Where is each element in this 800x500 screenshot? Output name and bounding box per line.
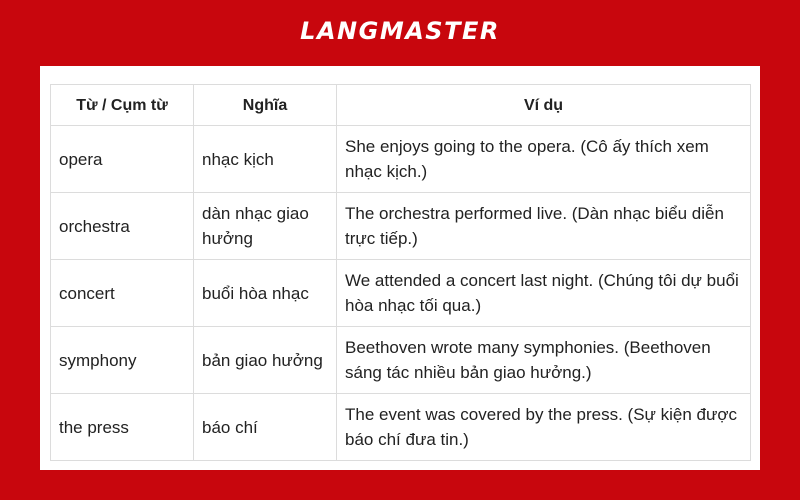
example-cell: The orchestra performed live. (Dàn nhạc biểu diễn trực tiếp.) [337,193,751,260]
vocabulary-card [40,66,760,470]
brand-logo: LANGMASTER [300,17,500,45]
example-cell: Beethoven wrote many symphonies. (Beethoven sáng tác nhiều bản giao hưởng.) [337,327,751,394]
word-cell: opera [51,126,194,193]
meaning-cell: báo chí [194,394,337,461]
word-cell: the press [51,394,194,461]
table-row [51,327,751,394]
example-cell: She enjoys going to the opera. (Cô ấy thích xem nhạc kịch.) [337,126,751,193]
word-cell: orchestra [51,193,194,260]
word-cell: symphony [51,327,194,394]
table-row [51,193,751,260]
vocabulary-table [50,84,751,461]
header-example: Ví dụ [337,85,751,126]
header-meaning: Nghĩa [194,85,337,126]
example-cell: The event was covered by the press. (Sự kiện được báo chí đưa tin.) [337,394,751,461]
header-word: Từ / Cụm từ [51,85,194,126]
table-row [51,126,751,193]
meaning-cell: bản giao hưởng [194,327,337,394]
word-cell: concert [51,260,194,327]
meaning-cell: buổi hòa nhạc [194,260,337,327]
table-row [51,260,751,327]
meaning-cell: dàn nhạc giao hưởng [194,193,337,260]
table-row [51,394,751,461]
example-cell: We attended a concert last night. (Chúng tôi dự buổi hòa nhạc tối qua.) [337,260,751,327]
table-header-row [51,85,751,126]
meaning-cell: nhạc kịch [194,126,337,193]
